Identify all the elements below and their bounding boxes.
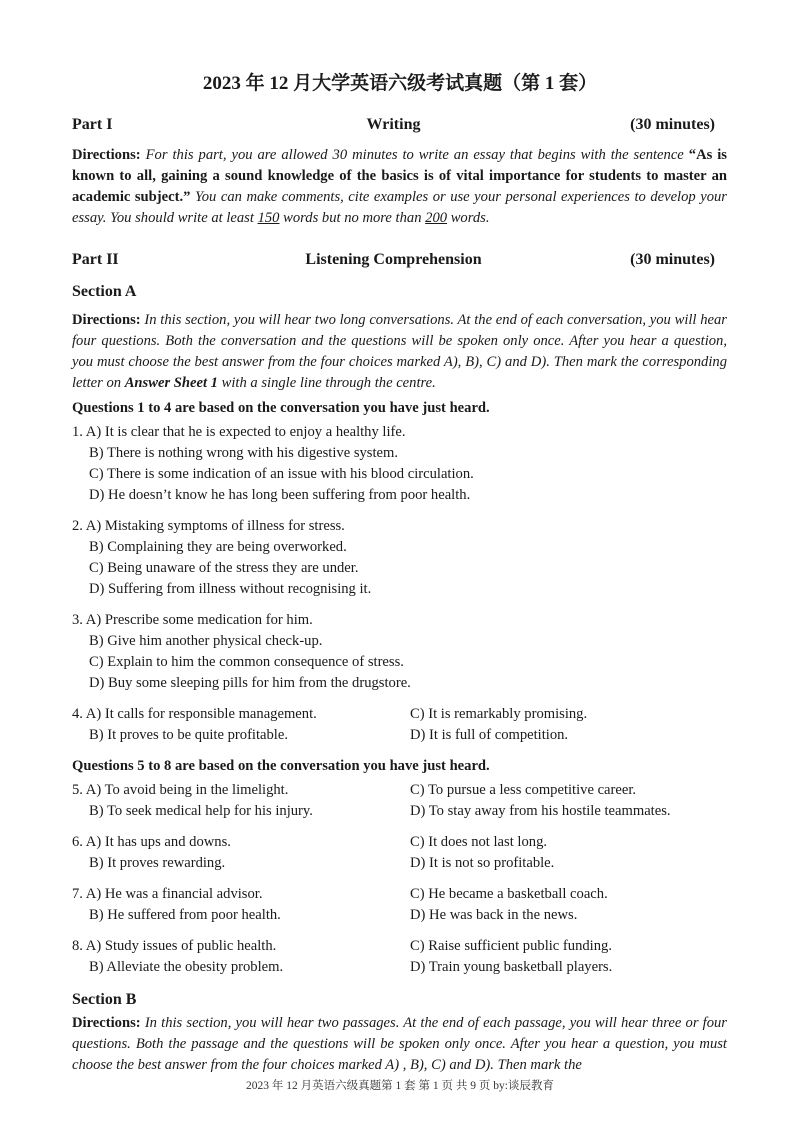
q8-option-b: B) Alleviate the obesity problem. bbox=[89, 959, 284, 975]
directions-label: Directions: bbox=[72, 147, 141, 163]
part1-name: Writing bbox=[366, 116, 421, 133]
essay-prompt: “As is known to all, gaining a sound knowledge of the basics is of vital importance for students to master an academic subject.” bbox=[72, 147, 727, 205]
q3-option-c: C) Explain to him the common consequence of stress. bbox=[89, 654, 404, 670]
question-5: 5. A) To avoid being in the limelight. bbox=[72, 782, 289, 798]
option-a: A) Study issues of public health. bbox=[85, 938, 277, 954]
question-6: 6. A) It has ups and downs. bbox=[72, 834, 231, 850]
option-a: A) Prescribe some medication for him. bbox=[85, 612, 313, 628]
group1-heading: Questions 1 to 4 are based on the conversation you have just heard. bbox=[72, 400, 490, 416]
option-a: A) Mistaking symptoms of illness for stress. bbox=[85, 518, 345, 534]
group2-heading: Questions 5 to 8 are based on the conversation you have just heard. bbox=[72, 758, 490, 774]
min-words: 150 bbox=[257, 210, 280, 226]
option-a: A) He was a financial advisor. bbox=[85, 886, 263, 902]
q5-option-b: B) To seek medical help for his injury. bbox=[89, 803, 313, 819]
q4-option-c: C) It is remarkably promising. bbox=[410, 706, 588, 722]
section-a-directions: Directions: In this section, you will hear two long conversations. At the end of each conversation, you will hear four questions. Both the conversation and the questions will be spoken only once. After you hear a question, you must choose the best answer from the four choices marked A), B), C) and D). Then mark the corresponding letter on Answer Sheet 1 with a single line through the centre. bbox=[72, 312, 727, 391]
q2-option-c: C) Being unaware of the stress they are under. bbox=[89, 560, 359, 576]
question-1: 1. A) It is clear that he is expected to enjoy a healthy life. bbox=[72, 424, 406, 440]
answer-sheet-ref: Answer Sheet 1 bbox=[124, 375, 218, 391]
q3-option-b: B) Give him another physical check-up. bbox=[89, 633, 323, 649]
q1-option-c: C) There is some indication of an issue with his blood circulation. bbox=[89, 466, 474, 482]
q7-option-b: B) He suffered from poor health. bbox=[89, 907, 281, 923]
part1-directions: Directions: For this part, you are allowed 30 minutes to write an essay that begins with the sentence “As is known to all, gaining a sound knowledge of the basics is of vital importance for students to master an academic subject.” You can make comments, cite examples or use your personal experiences to develop your essay. You should write at least 150 words but no more than 200 words. bbox=[72, 147, 727, 226]
page-title: 2023 年 12 月大学英语六级考试真题（第 1 套） bbox=[202, 73, 598, 94]
q5-option-d: D) To stay away from his hostile teammates. bbox=[410, 803, 671, 819]
q6-option-d: D) It is not so profitable. bbox=[410, 855, 555, 871]
q4-option-b: B) It proves to be quite profitable. bbox=[89, 727, 288, 743]
question-2: 2. A) Mistaking symptoms of illness for stress. bbox=[72, 518, 345, 534]
q6-option-b: B) It proves rewarding. bbox=[89, 855, 226, 871]
q4-option-d: D) It is full of competition. bbox=[410, 727, 569, 743]
q3-option-d: D) Buy some sleeping pills for him from the drugstore. bbox=[89, 675, 411, 691]
part2-label: Part II bbox=[72, 251, 119, 268]
q2-option-d: D) Suffering from illness without recognising it. bbox=[89, 581, 372, 597]
q7-option-d: D) He was back in the news. bbox=[410, 907, 578, 923]
question-8: 8. A) Study issues of public health. bbox=[72, 938, 277, 954]
part1-time: (30 minutes) bbox=[630, 116, 715, 133]
part2-time: (30 minutes) bbox=[630, 251, 715, 268]
page-footer: 2023 年 12 月英语六级真题第 1 套 第 1 页 共 9 页 by:谈辰教育 bbox=[246, 1080, 554, 1092]
question-4: 4. A) It calls for responsible management. bbox=[72, 706, 317, 722]
q2-option-b: B) Complaining they are being overworked. bbox=[89, 539, 347, 555]
option-a: A) To avoid being in the limelight. bbox=[85, 782, 289, 798]
q7-option-c: C) He became a basketball coach. bbox=[410, 886, 608, 902]
q6-option-c: C) It does not last long. bbox=[410, 834, 548, 850]
q5-option-c: C) To pursue a less competitive career. bbox=[410, 782, 637, 798]
q1-option-d: D) He doesn’t know he has long been suffering from poor health. bbox=[89, 487, 471, 503]
q8-option-d: D) Train young basketball players. bbox=[410, 959, 613, 975]
question-7: 7. A) He was a financial advisor. bbox=[72, 886, 263, 902]
q1-option-b: B) There is nothing wrong with his digestive system. bbox=[89, 445, 399, 461]
option-a: A) It is clear that he is expected to enjoy a healthy life. bbox=[85, 424, 406, 440]
part2-name: Listening Comprehension bbox=[305, 251, 482, 268]
part1-label: Part I bbox=[72, 116, 113, 133]
section-a-heading: Section A bbox=[72, 283, 137, 300]
section-b-heading: Section B bbox=[72, 991, 137, 1008]
section-b-directions: Directions: In this section, you will hear two passages. At the end of each passage, you will hear three or four questions. Both the passage and the questions will be spoken only once. After you hear a question, you must choose the best answer from the four choices marked A) , B), C) and D). Then mark the bbox=[72, 1015, 727, 1073]
question-3: 3. A) Prescribe some medication for him. bbox=[72, 612, 313, 628]
q8-option-c: C) Raise sufficient public funding. bbox=[410, 938, 612, 954]
max-words: 200 bbox=[425, 210, 448, 226]
option-a: A) It has ups and downs. bbox=[85, 834, 231, 850]
option-a: A) It calls for responsible management. bbox=[85, 706, 317, 722]
